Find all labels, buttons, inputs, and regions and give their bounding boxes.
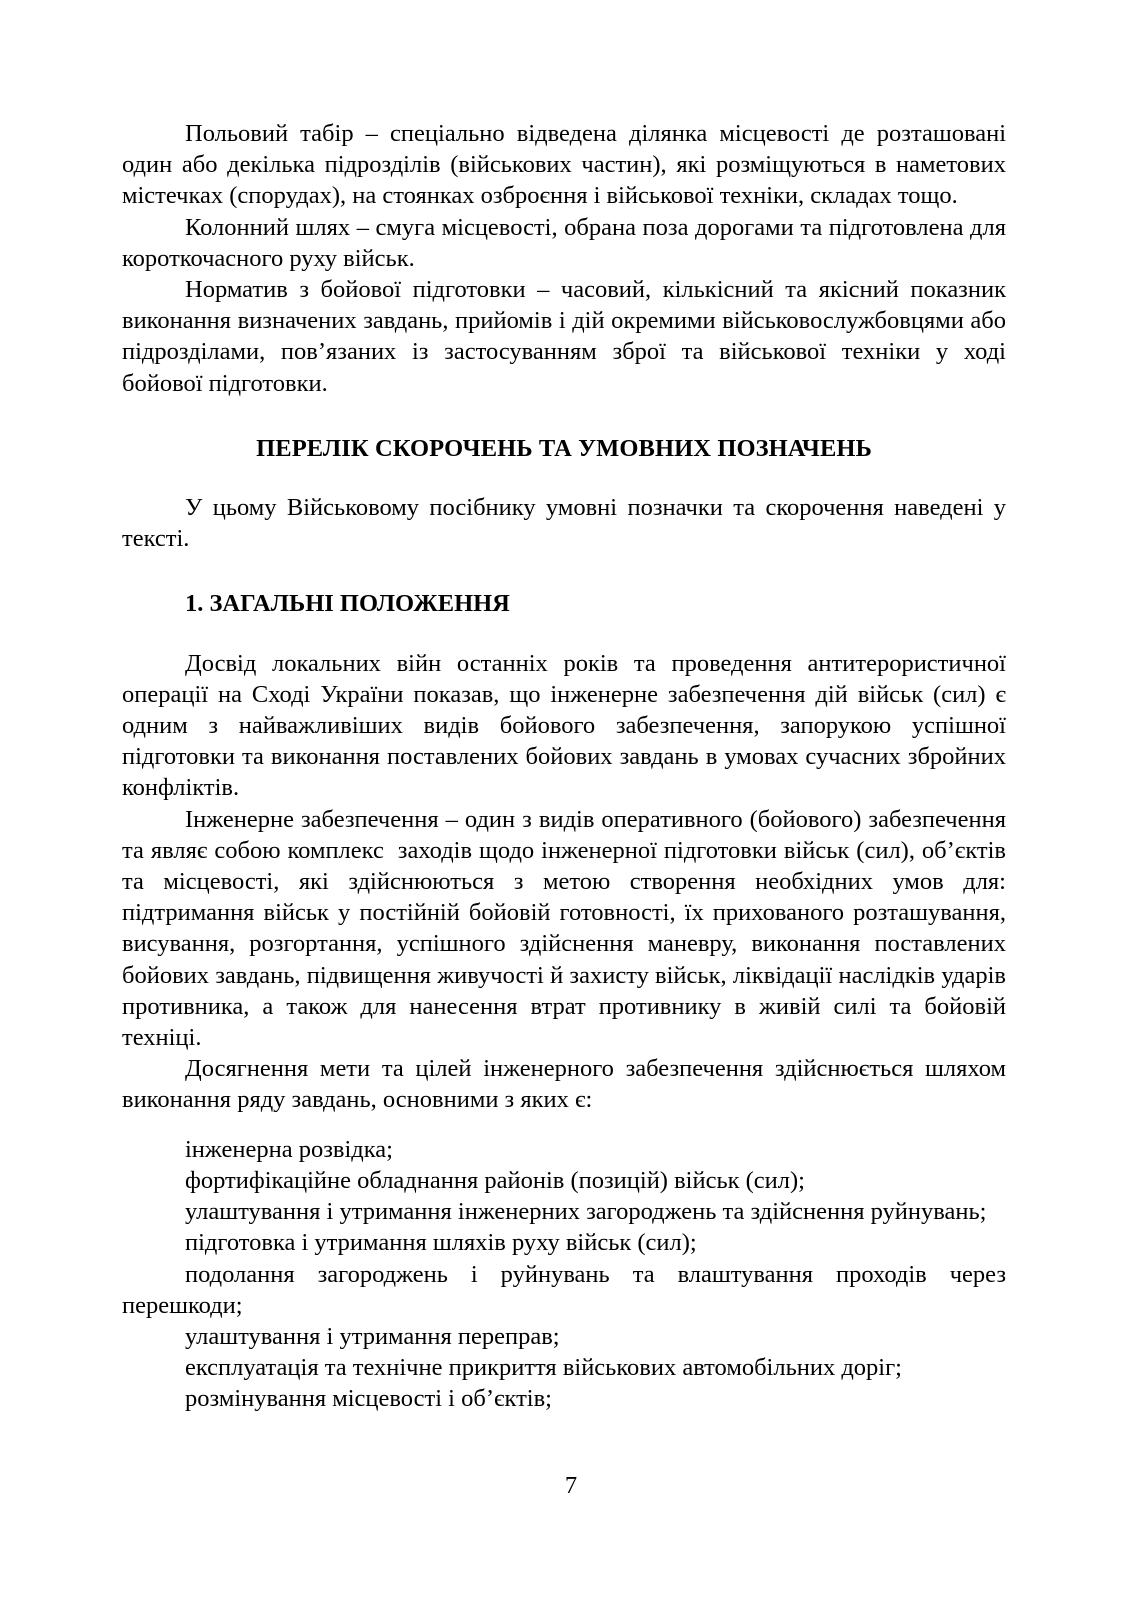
spacer-after-abbrev-heading	[122, 464, 1006, 492]
paragraph-field-camp: Польовий табір – спеціально відведена ділянка місцевості де розташовані один або декілька підрозділів (військових частин), які розміщуються в наметових містечках (спорудах), на стоянках озброєння і військової техніки, складах тощо.	[122, 120, 1013, 210]
engineering-task-list	[122, 1134, 1013, 1415]
spacer-after-section-heading	[122, 620, 1006, 648]
paragraph-abbrev-note: У цьому Військовому посібнику умовні позначки та скорочення наведені у тексті.	[122, 494, 1013, 553]
list-item: розмінування місцевості і об’єктів;	[185, 1385, 552, 1413]
page-content	[122, 118, 1013, 1415]
paragraph-training-standard: Норматив з бойової підготовки – часовий, кількісний та якісний показник виконання визначених завдань, прийомів і дій окремими військовослужбовцями або підрозділами, пов’язаних із застосуванням зброї та військової техніки у ході бойової підготовки.	[122, 276, 1013, 397]
list-item: подолання загороджень і руйнувань та влаштування проходів через перешкоди;	[122, 1260, 1013, 1319]
paragraph-engineering-support: Інженерне забезпечення – один з видів оперативного (бойового) забезпечення та являє собою комплекс заходів щодо інженерної підготовки військ (сил), об’єктів та місцевості, які здійснюються з метою створення необхідних умов для: підтримання військ у постійній бойовій готовності, їх прихованого розташування, висування, розгортання, успішного здійснення маневру, виконання поставлених бойових завдань, підвищення живучості й захисту військ, ліквідації наслідків ударів противника, а також для нанесення втрат противнику в живій силі та бойовій техніці.	[122, 805, 1013, 1052]
list-item: підготовка і утримання шляхів руху військ (сил);	[185, 1229, 697, 1257]
list-item: улаштування і утримання інженерних загороджень та здійснення руйнувань;	[185, 1198, 987, 1226]
list-item: улаштування і утримання переправ;	[185, 1322, 560, 1350]
paragraph-goals-intro: Досягнення мети та цілей інженерного забезпечення здійснюється шляхом виконання ряду завдань, основними з яких є:	[122, 1055, 1013, 1114]
spacer-before-task-list	[122, 1116, 1006, 1134]
heading-general-provisions: 1. ЗАГАЛЬНІ ПОЛОЖЕННЯ	[185, 590, 510, 618]
list-item: експлуатація та технічне прикриття військових автомобільних доріг;	[185, 1354, 902, 1382]
paragraph-column-route: Колонний шлях – смуга місцевості, обрана поза дорогами та підготовлена для короткочасного руху військ.	[122, 213, 1013, 272]
spacer-before-abbrev-heading	[122, 399, 1006, 433]
paragraph-experience: Досвід локальних війн останніх років та проведення антитерористичної операції на Сході України показав, що інженерне забезпечення дій військ (сил) є одним з найважливіших видів бойового забезпечення, запорукою успішної підготовки та виконання поставлених бойових завдань в умовах сучасних збройних конфліктів.	[122, 649, 1013, 802]
page-number: 7	[564, 1472, 578, 1499]
spacer-before-section-heading	[122, 554, 1006, 588]
heading-abbreviations: ПЕРЕЛІК СКОРОЧЕНЬ ТА УМОВНИХ ПОЗНАЧЕНЬ	[256, 434, 872, 462]
list-item: інженерна розвідка;	[185, 1135, 393, 1163]
list-item: фортифікаційне обладнання районів (позицій) військ (сил);	[185, 1166, 805, 1194]
